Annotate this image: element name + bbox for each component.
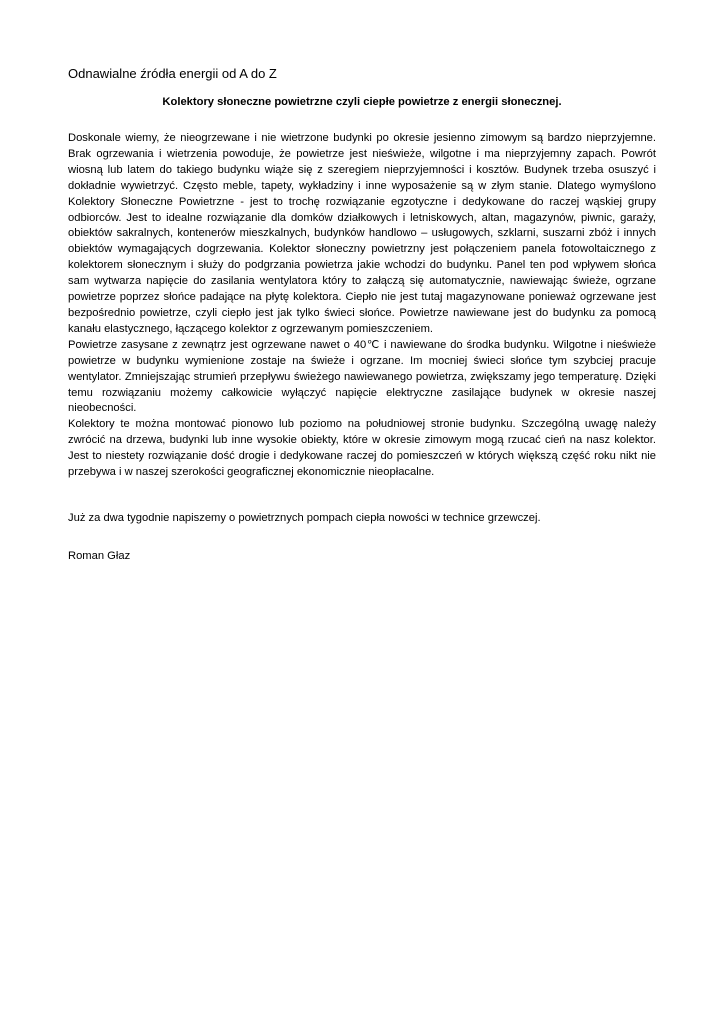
series-header: Odnawialne źródła energii od A do Z xyxy=(68,66,277,81)
paragraph: Doskonale wiemy, że nieogrzewane i nie wietrzone budynki po okresie jesienno zimowym są bardzo nieprzyjemne. Brak ogrzewania i wietrzenia powoduje, że powietrze jest nieświeże, wilgotne i ma nieprzyjemny zapach. Powrót wiosną lub latem do takiego budynku wiąże się z szeregiem nieprzyjemności i kosztów. Budynek trzeba osuszyć i dokładnie wywietrzyć. Często meble, tapety, wykładziny i inne wyposażenie są w złym stanie. Dlatego wymyślono Kolektory Słoneczne Powietrzne - jest to trochę rozwiązanie egzotyczne i dedykowane do raczej wąskiej grupy odbiorców. Jest to idealne rozwiązanie dla domków działkowych i letniskowych, altan, magazynów, piwnic, garaży, obiektów sakralnych, kontenerów mieszkalnych, budynków handlowo – usługowych, szklarni, suszarni zbóż i innych obiektów wymagających dogrzewania. Kolektor słoneczny powietrzny jest połączeniem panela fotowoltaicznego z kolektorem słonecznym i służy do podgrzania powietrza jakie wchodzi do budynku. Panel ten pod wpływem słońca sam wytwarza napięcie do zasilania wentylatora który to załączą się automatycznie, nawiewając świeże, ogrzane powietrze poprzez słońce padające na płytę kolektora. Ciepło nie jest tutaj magazynowane ponieważ ogrzewane jest bezpośrednio powietrze, czyli ciepło jest jak tylko świeci słońce. Powietrze nawiewane jest do budynku za pomocą kanału elastycznego, łączącego kolektor z ogrzewanym pomieszczeniem. xyxy=(68,132,656,335)
document-page xyxy=(68,66,656,565)
announcement-text: Już za dwa tygodnie napiszemy o powietrznych pompach ciepła nowości w technice grzewczej. xyxy=(68,511,541,524)
paragraph: Powietrze zasysane z zewnątrz jest ogrzewane nawet o 40℃ i nawiewane do środka budynku. Wilgotne i nieświeże powietrze w budynku wymienione zostaje na świeże i ogrzane. Im mocniej świeci słońce tym szybciej pracuje wentylator. Zmniejszając strumień przepływu świeżego nawiewanego powietrza, zwiększamy jego temperaturę. Dzięki temu rozwiązaniu możemy całkowicie wyłączyć napięcie elektryczne zasilające budynek w okresie naszej nieobecności. xyxy=(68,338,656,415)
paragraph: Kolektory te można montować pionowo lub poziomo na południowej stronie budynku. Szczególną uwagę należy zwrócić na drzewa, budynki lub inne wysokie obiekty, które w okresie zimowym mogą rzucać cień na nasz kolektor. Jest to niestety rozwiązanie dość drogie i dedykowane raczej do pomieszczeń w których większą część roku nikt nie przebywa i w naszej szerokości geograficznej ekonomicznie nieopłacalne. xyxy=(68,418,656,479)
article-body xyxy=(68,131,656,481)
author-name: Roman Głaz xyxy=(68,549,131,562)
article-title: Kolektory słoneczne powietrzne czyli ciepłe powietrze z energii słonecznej. xyxy=(162,96,562,108)
